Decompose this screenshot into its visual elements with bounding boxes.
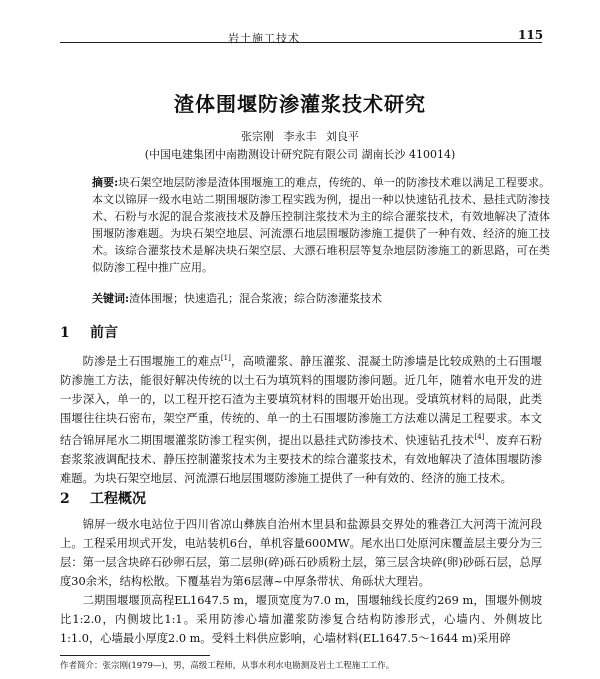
page-number: 115 xyxy=(518,28,544,42)
footnote: 作者简介：张宗刚(1979—)，男，高级工程师，从事水利水电勘测及岩土工程施工工作。 xyxy=(60,661,395,671)
citation: [1] xyxy=(220,354,231,362)
keywords-text: 渣体围堰；快速造孔；混合浆液；综合防渗灌浆技术 xyxy=(129,292,383,305)
section-heading-1 xyxy=(60,322,118,342)
section-number: 1 xyxy=(60,325,70,341)
article-title: 渣体围堰防渗灌浆技术研究 xyxy=(174,92,426,116)
section-2-paragraph: 二期围堰堰顶高程EL1647.5 m，堰顶宽度为7.0 m，围堰轴线长度约269 m，围堰外侧坡比1:2.0，内侧坡比1:1。采用防渗心墙加灌浆防渗复合结构防渗形式，心墙内、外侧坡比1:1.0，心墙最小厚度2.0 m。受料土料供应影响，心墙材料(EL1647.5～1644 m)采用碎 xyxy=(60,594,542,645)
paragraph-text: 、废弃石粉套浆浆液调配技术、静压控制灌浆技术为主要技术的综合灌浆技术，有效地解决了渣体围堰防渗难题。为块石架空地层、河流漂石地层围堰防渗施工提供了一种有效的、经济的施工技术。 xyxy=(60,433,542,485)
article-affiliation: (中国电建集团中南勘测设计研究院有限公司 湖南长沙 410014) xyxy=(144,148,456,161)
section-title: 工程概况 xyxy=(90,491,146,507)
abstract-text: 块石架空地层防渗是渣体围堰施工的难点，传统的、单一的防渗技术难以满足工程要求。本文以锦屏一级水电站二期围堰防渗工程实践为例，提出一种以快速钻孔技术、悬挂式防渗技术、石粉与水泥的混合浆液技术及静压控制注浆技术为主的综合灌浆技术，有效地解决了渣体围堰防渗难题。为块石架空地层、河流漂石地层围堰防渗施工提供了一种有效、经济的施工技术。该综合灌浆技术是解决块石架空层、大漂石堆积层等复杂地层防渗施工的新思路，可在类似防渗工程中推广应用。 xyxy=(92,176,551,274)
citation: [4] xyxy=(474,432,485,441)
header-rule xyxy=(60,42,542,43)
footnote-rule xyxy=(60,655,210,656)
running-title: 岩土施工技术 xyxy=(228,32,300,45)
paragraph-text: 防渗是土石围堰施工的难点 xyxy=(82,354,221,368)
abstract-label: 摘要: xyxy=(92,176,119,189)
section-2-paragraph: 锦屏一级水电站位于四川省凉山彝族自治州木里县和盐源县交界处的雅砻江大河湾干流河段上。工程采用坝式开发，电站装机6台，单机容量600MW。尾水出口处原河床覆盖层主要分为三层：第一层含块碎石砂卵石层，第二层卵(碎)砾石砂质粉土层，第三层含块碎(卵)砂砾石层，总厚度30余米，结构松散。下覆基岩为第6层薄~中厚条带状、角砾状大理岩。 xyxy=(60,518,542,588)
keywords xyxy=(92,290,550,306)
section-number: 2 xyxy=(60,491,70,507)
abstract xyxy=(92,174,550,276)
article-authors: 张宗刚 李永丰 刘良平 xyxy=(241,130,359,143)
section-title: 前言 xyxy=(90,325,118,341)
section-heading-2 xyxy=(60,488,146,508)
paragraph-text: ，高喷灌浆、静压灌浆、混凝土防渗墙是比较成熟的土石围堰防渗施工方法，能很好解决传统的以土石为填筑料的围堰防渗问题。近几年，随着水电开发的进一步深入，单一的，以工程开挖石渣为主要填筑材料的围堰开始出现。受填筑材料的局限，此类围堰往往块石密布，架空严重，传统的、单一的土石围堰防渗施工方法难以满足工程要求。本文结合锦屏尾水二期围堰灌浆防渗工程实例，提出以悬挂式防渗技术、快速钻孔技术 xyxy=(60,354,542,447)
section-1-paragraph xyxy=(60,349,542,488)
keywords-label: 关键词: xyxy=(92,292,130,305)
